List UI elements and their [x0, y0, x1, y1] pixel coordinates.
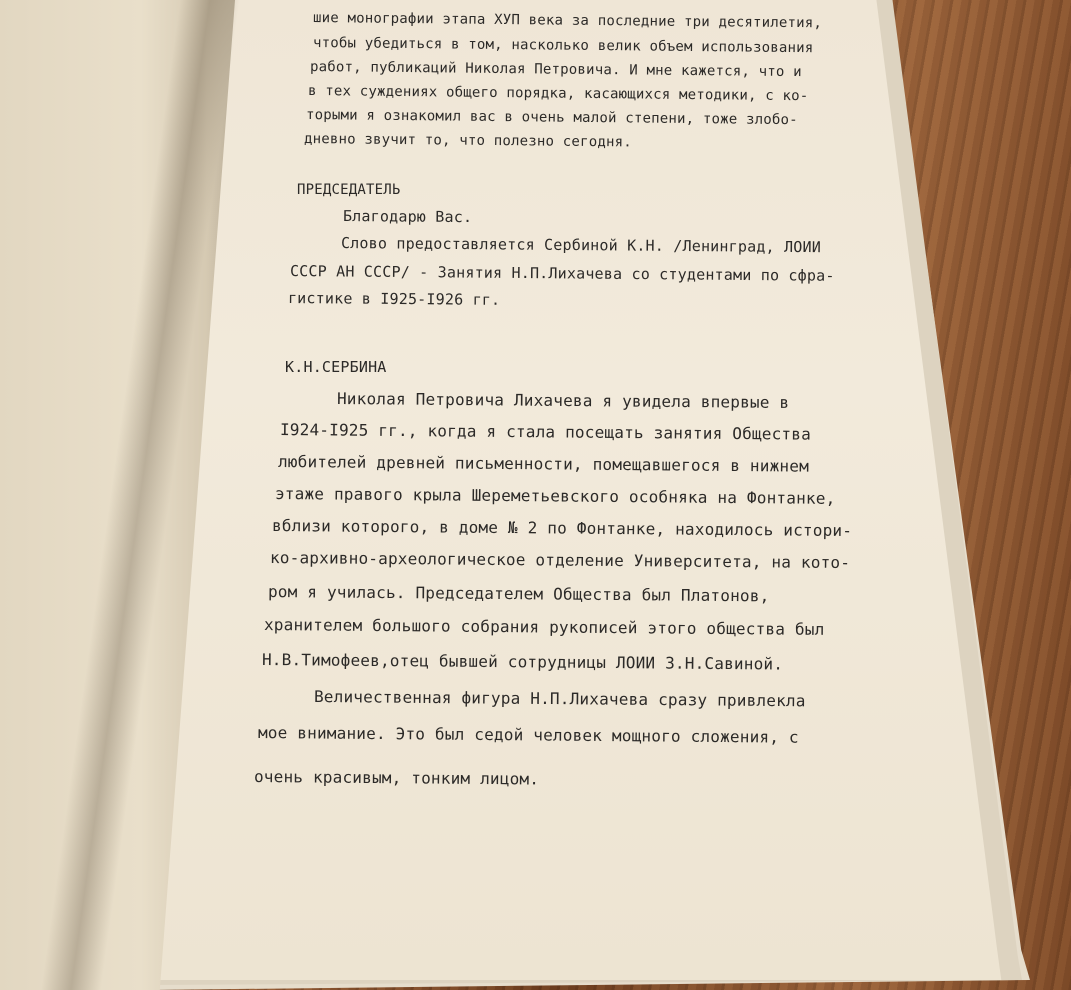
top-paragraph-line: работ, публикаций Николая Петровича. И мне кажется, что и [309, 59, 802, 81]
chair-line: Слово предоставляется Сербиной К.Н. /Ленинград, ЛОИИ [340, 234, 822, 257]
speaker-paragraph-line: ром я училась. Председателем Общества был Платонов, [267, 582, 770, 606]
chair-line: гистике в I925-I926 гг. [287, 289, 501, 309]
top-paragraph-line: дневно звучит то, что полезно сегодня. [303, 131, 632, 151]
chair-heading: ПРЕДСЕДАТЕЛЬ [297, 182, 401, 198]
speaker-paragraph-line: очень красивым, тонким лицом. [253, 767, 540, 789]
speaker-heading: К.Н.СЕРБИНА [285, 358, 387, 376]
speaker-paragraph-line: ко-архивно-археологическое отделение Университета, на кото- [269, 548, 851, 573]
speaker-paragraph-line: Величественная фигура Н.П.Лихачева сразу привлекла [313, 687, 806, 711]
speaker-paragraph-line: Николая Петровича Лихачева я увидела впервые в [336, 389, 790, 412]
speaker-paragraph-line: любителей древней письменности, помещавшегося в нижнем [277, 452, 810, 476]
speaker-paragraph-line: мое внимание. Это был седой человек мощного сложения, с [257, 723, 799, 747]
top-paragraph-line: чтобы убедиться в том, насколько велик объем использования [312, 35, 814, 57]
speaker-paragraph-line: I924-I925 гг., когда я стала посещать занятия Общества [279, 420, 812, 444]
chair-line: СССР АН СССР/ - Занятия Н.П.Лихачева со студентами по сфра- [289, 262, 835, 285]
top-paragraph-line: в тех суждениях общего порядка, касающихся методики, с ко- [307, 83, 809, 105]
chair-line: Благодарю Вас. [342, 207, 473, 227]
top-paragraph-line: торыми я ознакомил вас в очень малой степени, тоже злобо- [305, 107, 798, 129]
speaker-paragraph-line: хранителем большого собрания рукописей этого общества был [263, 615, 825, 639]
speaker-paragraph-line: вблизи которого, в доме № 2 по Фонтанке, находилось истори- [271, 516, 853, 541]
speaker-paragraph-line: этаже правого крыла Шереметьевского особняка на Фонтанке, [274, 484, 836, 508]
top-paragraph-line: шие монографии этапа ХУП века за последние три десятилетия, [312, 10, 823, 32]
speaker-paragraph-line: Н.В.Тимофеев,отец бывшей сотрудницы ЛОИИ З.Н.Савиной. [261, 650, 784, 674]
